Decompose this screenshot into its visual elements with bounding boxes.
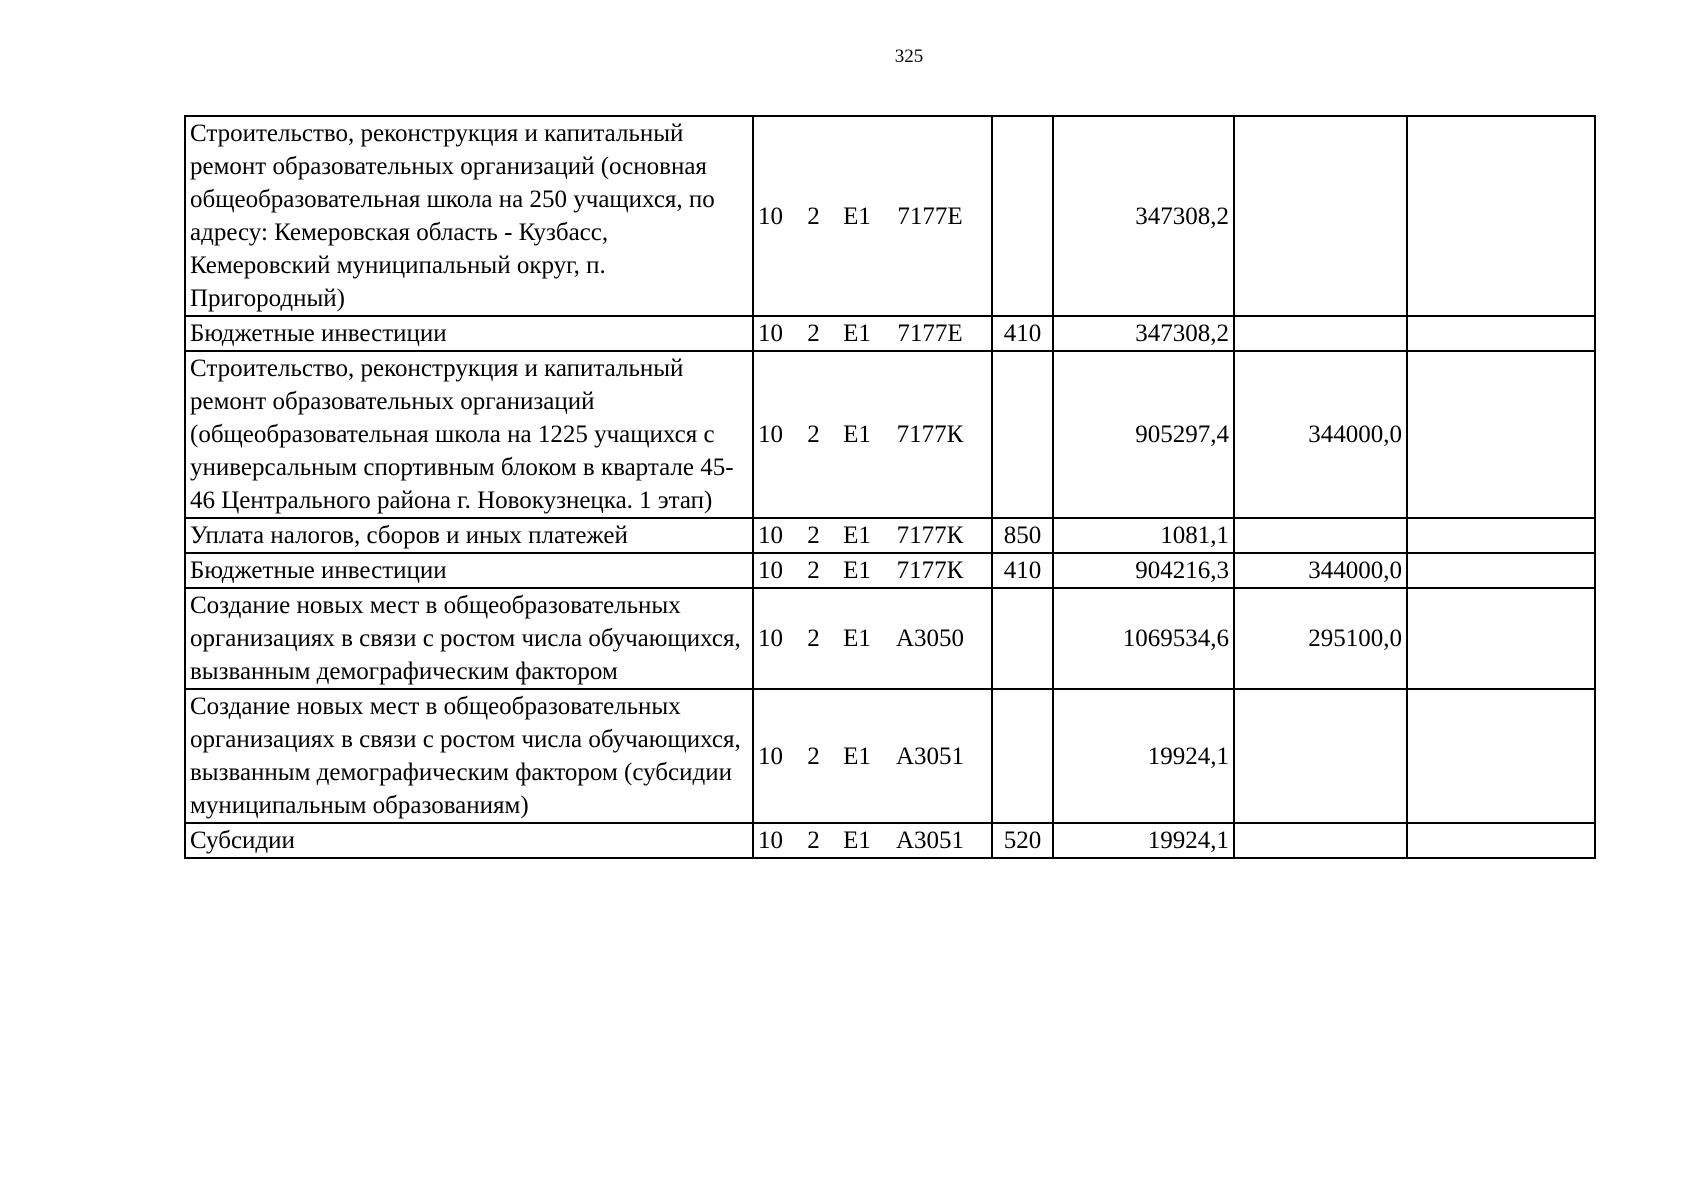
direction-code: А3051 <box>895 742 965 770</box>
subsection-code: 2 <box>807 320 820 347</box>
subsection-code: 2 <box>807 421 820 448</box>
table-row <box>185 116 1595 316</box>
program-code: Е1 <box>843 320 871 347</box>
direction-code: 7177Е <box>897 202 963 230</box>
subsection-code: 2 <box>807 557 820 584</box>
amount-3 <box>1407 553 1595 588</box>
expense-type-code: 410 <box>992 553 1053 588</box>
row-codes <box>753 351 992 518</box>
amount-1: 1081,1 <box>1053 518 1234 553</box>
row-name: Создание новых мест в общеобразовательных организациях в связи с ростом числа обучающихся, вызванным демографическим фактором <box>185 588 753 689</box>
section-code: 10 <box>758 320 783 347</box>
amount-2: 295100,0 <box>1234 588 1407 689</box>
program-code: Е1 <box>843 522 871 549</box>
section-code: 10 <box>758 625 783 652</box>
table-row <box>185 689 1595 823</box>
amount-3 <box>1407 351 1595 518</box>
amount-2 <box>1234 823 1407 858</box>
row-name: Бюджетные инвестиции <box>185 316 753 351</box>
amount-3 <box>1407 518 1595 553</box>
amount-3 <box>1407 316 1595 351</box>
amount-1: 347308,2 <box>1053 316 1234 351</box>
program-code: Е1 <box>843 421 871 448</box>
expense-type-code <box>992 588 1053 689</box>
section-code: 10 <box>758 827 783 854</box>
budget-table <box>184 115 1596 859</box>
row-name: Бюджетные инвестиции <box>185 553 753 588</box>
row-name: Строительство, реконструкция и капитальный ремонт образовательных организаций (общеобразовательная школа на 1225 учащихся с универсальным спортивным блоком в квартале 45-46 Центрального района г. Новокузнецка. 1 этап) <box>185 351 753 518</box>
table-row <box>185 588 1595 689</box>
section-code: 10 <box>758 202 783 230</box>
direction-code: А3051 <box>895 827 965 854</box>
amount-2 <box>1234 116 1407 316</box>
amount-3 <box>1407 689 1595 823</box>
row-codes <box>753 518 992 553</box>
row-codes <box>753 553 992 588</box>
expense-type-code <box>992 351 1053 518</box>
subsection-code: 2 <box>807 625 820 652</box>
amount-1: 1069534,6 <box>1053 588 1234 689</box>
amount-3 <box>1407 588 1595 689</box>
program-code: Е1 <box>843 827 871 854</box>
direction-code: А3050 <box>895 625 965 652</box>
amount-1: 347308,2 <box>1053 116 1234 316</box>
page-number: 325 <box>894 46 924 67</box>
row-codes <box>753 588 992 689</box>
program-code: Е1 <box>843 202 871 230</box>
section-code: 10 <box>758 557 783 584</box>
table-row <box>185 518 1595 553</box>
row-name: Субсидии <box>185 823 753 858</box>
direction-code: 7177К <box>896 421 964 448</box>
amount-2: 344000,0 <box>1234 553 1407 588</box>
section-code: 10 <box>758 522 783 549</box>
expense-type-code: 520 <box>992 823 1053 858</box>
program-code: Е1 <box>843 625 871 652</box>
expense-type-code <box>992 689 1053 823</box>
amount-3 <box>1407 116 1595 316</box>
row-name: Уплата налогов, сборов и иных платежей <box>185 518 753 553</box>
amount-2: 344000,0 <box>1234 351 1407 518</box>
amount-1: 905297,4 <box>1053 351 1234 518</box>
section-code: 10 <box>758 421 783 448</box>
expense-type-code <box>992 116 1053 316</box>
amount-1: 19924,1 <box>1053 689 1234 823</box>
program-code: Е1 <box>843 742 871 770</box>
direction-code: 7177К <box>896 557 964 584</box>
row-codes <box>753 316 992 351</box>
direction-code: 7177К <box>896 522 964 549</box>
amount-2 <box>1234 316 1407 351</box>
row-codes <box>753 823 992 858</box>
expense-type-code: 850 <box>992 518 1053 553</box>
row-codes <box>753 689 992 823</box>
section-code: 10 <box>758 742 783 770</box>
amount-3 <box>1407 823 1595 858</box>
amount-2 <box>1234 689 1407 823</box>
row-codes <box>753 116 992 316</box>
subsection-code: 2 <box>807 202 820 230</box>
expense-type-code: 410 <box>992 316 1053 351</box>
amount-1: 19924,1 <box>1053 823 1234 858</box>
row-name: Создание новых мест в общеобразовательных организациях в связи с ростом числа обучающихся, вызванным демографическим фактором (субсидии муниципальным образованиям) <box>185 689 753 823</box>
subsection-code: 2 <box>807 827 820 854</box>
amount-1: 904216,3 <box>1053 553 1234 588</box>
direction-code: 7177Е <box>897 320 963 347</box>
subsection-code: 2 <box>807 742 820 770</box>
row-name: Строительство, реконструкция и капитальный ремонт образовательных организаций (основная общеобразовательная школа на 250 учащихся, по адресу: Кемеровская область - Кузбасс, Кемеровский муниципальный округ, п. Пригородный) <box>185 116 753 316</box>
table-row <box>185 316 1595 351</box>
amount-2 <box>1234 518 1407 553</box>
table-row <box>185 553 1595 588</box>
table-row <box>185 351 1595 518</box>
table-row <box>185 823 1595 858</box>
subsection-code: 2 <box>807 522 820 549</box>
program-code: Е1 <box>843 557 871 584</box>
